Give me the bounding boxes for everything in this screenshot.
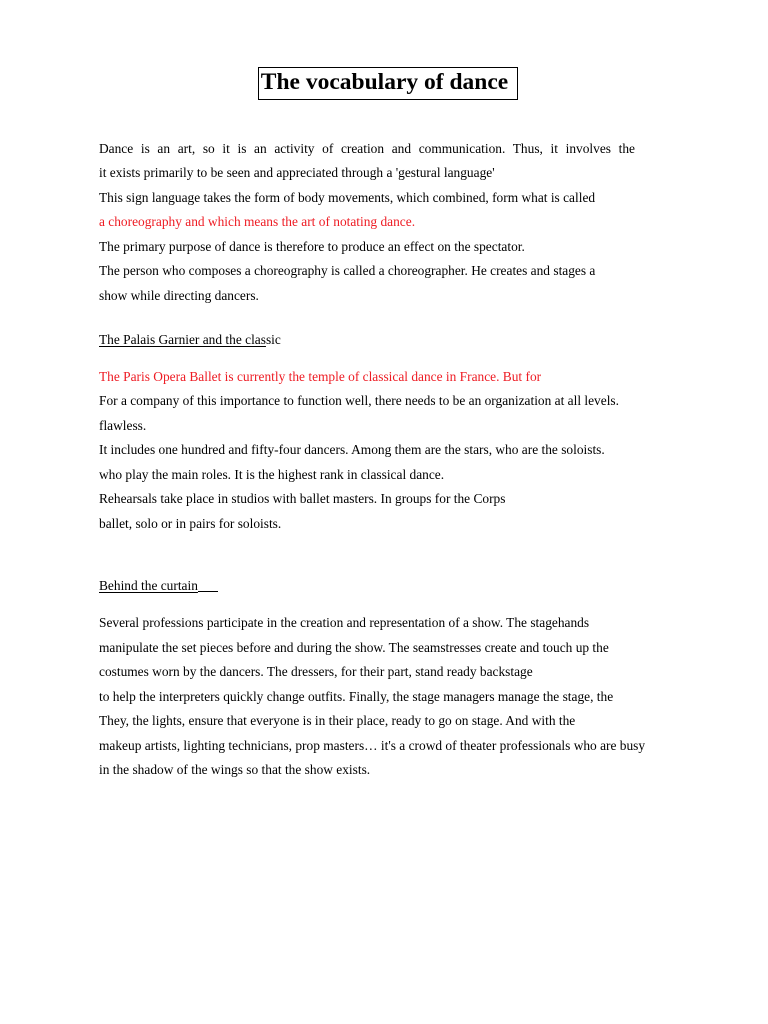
- intro-line: The person who composes a choreography is called a choreographer. He creates and stages a: [99, 263, 596, 278]
- intro-line: it exists primarily to be seen and appreciated through a 'gestural language': [99, 165, 495, 180]
- section2-line: costumes worn by the dancers. The dressers, for their part, stand ready backstage: [99, 664, 533, 679]
- section1-line: It includes one hundred and fifty-four dancers. Among them are the stars, who are the soloists.: [99, 442, 605, 457]
- section2-line: in the shadow of the wings so that the show exists.: [99, 762, 371, 777]
- section1-line: Rehearsals take place in studios with ballet masters. In groups for the Corps: [99, 491, 506, 506]
- section1-line-highlighted: The Paris Opera Ballet is currently the temple of classical dance in France. But for: [99, 369, 542, 384]
- section-heading-rest: sic: [265, 332, 281, 347]
- section2-line: Several professions participate in the creation and representation of a show. The stagehands: [99, 615, 590, 630]
- section1-line: ballet, solo or in pairs for soloists.: [99, 516, 282, 531]
- document-title: The vocabulary of dance: [258, 67, 518, 100]
- intro-line: Dance is an art, so it is an activity of creation and communication. Thus, it involves the: [99, 141, 635, 156]
- section2-line: to help the interpreters quickly change outfits. Finally, the stage managers manage the stage, the: [99, 689, 614, 704]
- section-heading-behind-the-curtain: [99, 578, 218, 594]
- section2-line: makeup artists, lighting technicians, prop masters… it's a crowd of theater professionals who are busy: [99, 738, 646, 753]
- intro-line: show while directing dancers.: [99, 288, 259, 303]
- intro-line: The primary purpose of dance is therefore to produce an effect on the spectator.: [99, 239, 525, 254]
- heading-underline-rule: [198, 590, 218, 592]
- section1-line: For a company of this importance to function well, there needs to be an organization at all levels.: [99, 393, 619, 408]
- section-heading-text: Behind the curtain: [99, 578, 198, 593]
- intro-line-highlighted: a choreography and which means the art of notating dance.: [99, 214, 416, 229]
- title-container: [0, 67, 768, 100]
- section2-line: They, the lights, ensure that everyone is in their place, ready to go on stage. And with the: [99, 713, 576, 728]
- section-heading-underlined: The Palais Garnier and the clas: [99, 332, 266, 347]
- section1-line: flawless.: [99, 418, 147, 433]
- section2-line: manipulate the set pieces before and during the show. The seamstresses create and touch up the: [99, 640, 609, 655]
- intro-line: This sign language takes the form of body movements, which combined, form what is called: [99, 190, 596, 205]
- section1-line: who play the main roles. It is the highest rank in classical dance.: [99, 467, 445, 482]
- section-heading-palais-garnier: [99, 332, 281, 348]
